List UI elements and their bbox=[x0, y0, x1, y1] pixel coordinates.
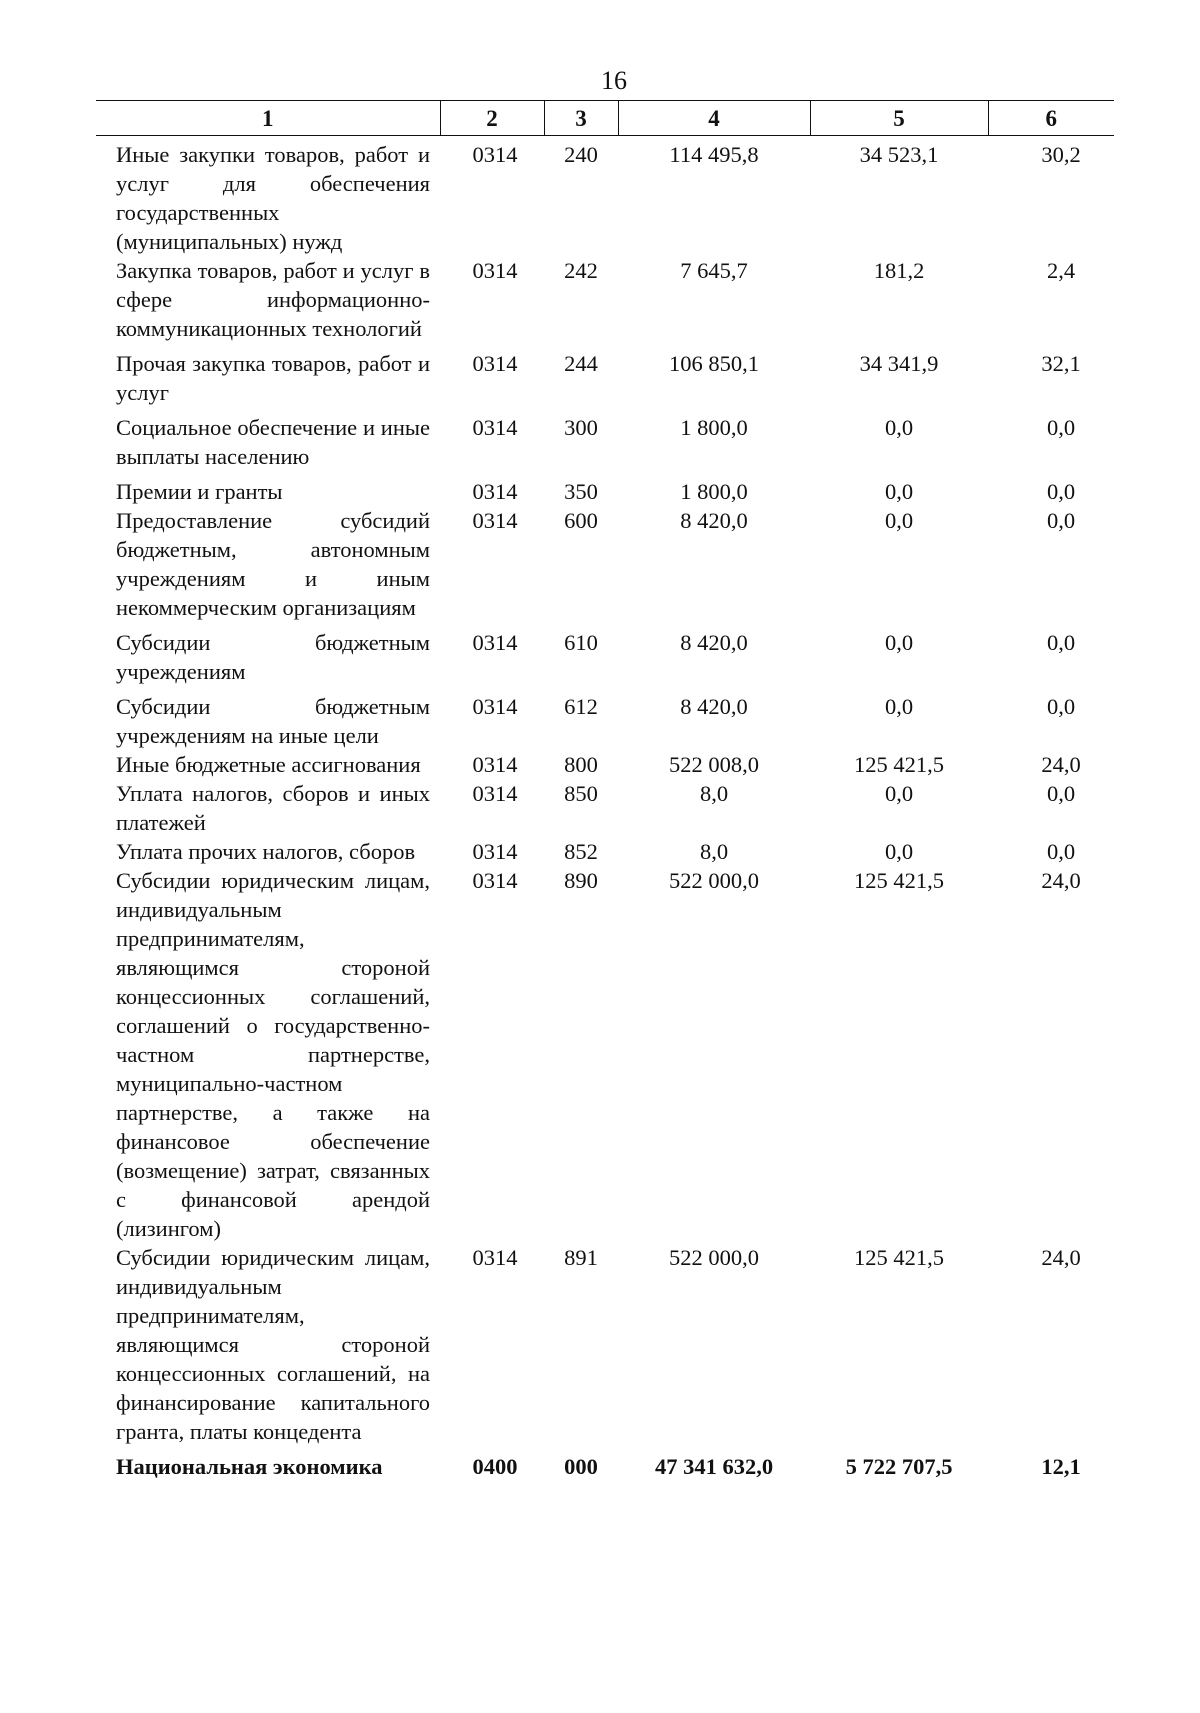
row-section: 0314 bbox=[472, 351, 518, 376]
row-name: Субсидии юридическим лицам, индивидуальным предпринимателям, являющимся стороной концессионных соглашений, на финансирование капитального гранта, платы концедента bbox=[116, 1245, 430, 1444]
header-row bbox=[96, 101, 1114, 136]
row-actual: 125 421,5 bbox=[854, 752, 944, 777]
table-row bbox=[96, 779, 1114, 837]
row-type: 300 bbox=[564, 415, 598, 440]
row-percent: 0,0 bbox=[1046, 508, 1076, 533]
row-type: 242 bbox=[564, 258, 598, 283]
row-type: 600 bbox=[564, 508, 598, 533]
row-type: 800 bbox=[564, 752, 598, 777]
row-name: Премии и гранты bbox=[116, 479, 283, 504]
header-cell: 6 bbox=[988, 101, 1114, 136]
row-name: Предоставление субсидий бюджетным, автономным учреждениям и иным некоммерческим организациям bbox=[116, 508, 430, 620]
row-actual: 34 341,9 bbox=[859, 351, 939, 376]
row-plan: 106 850,1 bbox=[669, 351, 759, 376]
table-row bbox=[96, 866, 1114, 1243]
header-cell: 1 bbox=[96, 101, 440, 136]
row-name: Закупка товаров, работ и услуг в сфере информационно-коммуникационных технологий bbox=[116, 258, 430, 341]
row-percent: 24,0 bbox=[1041, 752, 1081, 777]
row-actual: 34 523,1 bbox=[859, 142, 939, 167]
row-percent: 0,0 bbox=[1046, 415, 1076, 440]
row-plan: 8 420,0 bbox=[680, 508, 748, 533]
table-row bbox=[96, 506, 1114, 622]
row-actual: 0,0 bbox=[884, 479, 914, 504]
row-name: Субсидии юридическим лицам, индивидуальным предпринимателям, являющимся стороной концессионных соглашений, соглашений о государственно-частном партнерстве, муниципально-частном партнерстве, а также на финансовое обеспечение (возмещение) затрат, связанных с финансовой арендой (лизингом) bbox=[116, 868, 430, 1241]
row-plan: 8 420,0 bbox=[680, 694, 748, 719]
table-row bbox=[96, 471, 1114, 506]
row-section: 0314 bbox=[472, 868, 518, 893]
row-actual: 125 421,5 bbox=[854, 868, 944, 893]
table-row bbox=[96, 837, 1114, 866]
row-type: 240 bbox=[564, 142, 598, 167]
row-actual: 181,2 bbox=[873, 258, 925, 283]
header-cell: 2 bbox=[440, 101, 544, 136]
row-section: 0314 bbox=[472, 630, 518, 655]
row-percent: 30,2 bbox=[1041, 142, 1081, 167]
row-actual: 0,0 bbox=[884, 839, 914, 864]
row-actual: 0,0 bbox=[884, 694, 914, 719]
row-percent: 24,0 bbox=[1041, 1245, 1081, 1270]
row-section: 0400 bbox=[472, 1454, 518, 1479]
row-plan: 8,0 bbox=[699, 781, 729, 806]
row-type: 350 bbox=[564, 479, 598, 504]
row-percent: 0,0 bbox=[1046, 694, 1076, 719]
row-actual: 0,0 bbox=[884, 415, 914, 440]
row-percent: 0,0 bbox=[1046, 630, 1076, 655]
budget-table bbox=[96, 100, 1114, 1481]
row-percent: 32,1 bbox=[1041, 351, 1081, 376]
row-percent: 0,0 bbox=[1046, 839, 1076, 864]
row-type: 244 bbox=[564, 351, 598, 376]
row-percent: 0,0 bbox=[1046, 479, 1076, 504]
table-row bbox=[96, 256, 1114, 343]
row-plan: 8 420,0 bbox=[680, 630, 748, 655]
row-name: Социальное обеспечение и иные выплаты населению bbox=[116, 415, 430, 469]
row-name: Субсидии бюджетным учреждениям bbox=[116, 630, 430, 684]
row-plan: 522 008,0 bbox=[669, 752, 759, 777]
row-section: 0314 bbox=[472, 508, 518, 533]
row-name: Субсидии бюджетным учреждениям на иные цели bbox=[116, 694, 430, 748]
row-section: 0314 bbox=[472, 479, 518, 504]
row-percent: 0,0 bbox=[1046, 781, 1076, 806]
row-type: 610 bbox=[564, 630, 598, 655]
row-actual: 5 722 707,5 bbox=[845, 1454, 953, 1479]
row-plan: 7 645,7 bbox=[680, 258, 748, 283]
table-row bbox=[96, 136, 1114, 257]
table-row bbox=[96, 750, 1114, 779]
row-actual: 125 421,5 bbox=[854, 1245, 944, 1270]
row-section: 0314 bbox=[472, 1245, 518, 1270]
row-actual: 0,0 bbox=[884, 781, 914, 806]
row-plan: 114 495,8 bbox=[669, 142, 759, 167]
header-cell: 5 bbox=[810, 101, 988, 136]
table-row bbox=[96, 686, 1114, 750]
row-type: 612 bbox=[564, 694, 598, 719]
row-name: Уплата налогов, сборов и иных платежей bbox=[116, 781, 430, 835]
row-name: Уплата прочих налогов, сборов bbox=[116, 839, 416, 864]
row-type: 850 bbox=[564, 781, 598, 806]
row-plan: 1 800,0 bbox=[680, 479, 748, 504]
header-cell: 4 bbox=[618, 101, 810, 136]
row-section: 0314 bbox=[472, 142, 518, 167]
row-plan: 8,0 bbox=[699, 839, 729, 864]
row-type: 852 bbox=[564, 839, 598, 864]
row-section: 0314 bbox=[472, 258, 518, 283]
row-section: 0314 bbox=[472, 839, 518, 864]
total-row bbox=[96, 1446, 1114, 1481]
header-cell: 3 bbox=[544, 101, 618, 136]
row-actual: 0,0 bbox=[884, 508, 914, 533]
row-section: 0314 bbox=[472, 415, 518, 440]
row-percent: 12,1 bbox=[1041, 1454, 1081, 1479]
row-name: Иные бюджетные ассигнования bbox=[116, 752, 421, 777]
table-row bbox=[96, 1243, 1114, 1446]
row-plan: 522 000,0 bbox=[669, 868, 759, 893]
row-section: 0314 bbox=[472, 781, 518, 806]
page-number: 16 bbox=[601, 66, 627, 95]
row-type: 891 bbox=[564, 1245, 598, 1270]
row-name: Национальная экономика bbox=[116, 1454, 383, 1479]
row-type: 890 bbox=[564, 868, 598, 893]
row-percent: 2,4 bbox=[1046, 258, 1076, 283]
row-type: 000 bbox=[564, 1454, 598, 1479]
row-section: 0314 bbox=[472, 752, 518, 777]
row-plan: 522 000,0 bbox=[669, 1245, 759, 1270]
row-name: Иные закупки товаров, работ и услуг для обеспечения государственных (муниципальных) нужд bbox=[116, 142, 430, 254]
table-row bbox=[96, 343, 1114, 407]
row-percent: 24,0 bbox=[1041, 868, 1081, 893]
table-row bbox=[96, 622, 1114, 686]
table-row bbox=[96, 407, 1114, 471]
row-plan: 47 341 632,0 bbox=[654, 1454, 774, 1479]
row-section: 0314 bbox=[472, 694, 518, 719]
row-name: Прочая закупка товаров, работ и услуг bbox=[116, 351, 430, 405]
row-actual: 0,0 bbox=[884, 630, 914, 655]
row-plan: 1 800,0 bbox=[680, 415, 748, 440]
